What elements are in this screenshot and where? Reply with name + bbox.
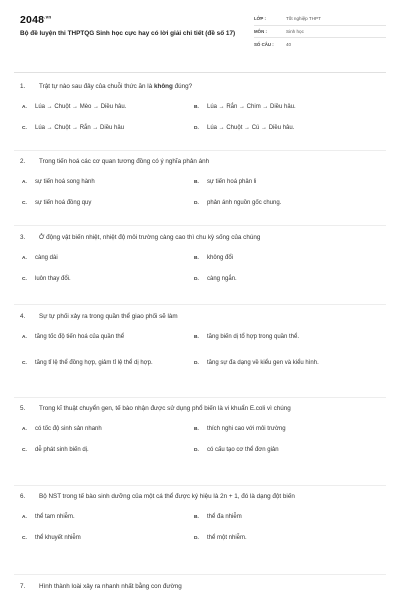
option-a[interactable]: A. có tốc độ sinh sản nhanh [22,426,102,432]
meta-row-count [254,38,386,51]
question-number: 6. [20,493,26,500]
question-1 [20,82,382,139]
question-stem [20,312,382,322]
header-divider [14,72,386,73]
meta-info [254,13,386,51]
question-2 [20,157,382,214]
meta-value: Sinh học [286,28,304,34]
question-text: Trong kĩ thuật chuyển gen, tế bào nhận được sử dụng phổ biến là vi khuẩn E.coli vì chúng [39,405,291,412]
answer-options [20,172,382,214]
question-divider [14,150,386,151]
option-c[interactable]: C. thể khuyết nhiễm [22,535,81,541]
question-text: Ở động vật biến nhiệt, nhiệt độ môi trường càng cao thì chu kỳ sống của chúng [39,234,261,241]
option-b[interactable]: B. tăng biến dị tổ hợp trong quần thể. [194,334,300,340]
meta-label: SỐ CÂU : [254,41,274,47]
question-text: Trật tự nào sau đây của chuỗi thức ăn là không đúng? [39,83,193,90]
question-stem [20,404,382,414]
question-number: 7. [20,583,26,590]
meta-label: MÔN : [254,28,267,34]
question-7 [20,582,382,592]
option-b[interactable]: B. thể đa nhiễm [194,514,242,520]
site-logo[interactable]: $2048^{.vn}$ [20,14,52,26]
answer-options [20,507,382,549]
question-6 [20,492,382,549]
question-number: 5. [20,405,26,412]
question-stem [20,157,382,167]
option-b[interactable]: B. sự tiến hoá phân li [194,179,257,185]
meta-row-class [254,13,386,26]
option-a[interactable]: A. càng dài [22,255,58,261]
option-a[interactable]: A. tăng tốc độ tiến hoá của quần thể [22,334,125,340]
option-d[interactable]: D. Lúa → Chuột → Cú → Diều hâu. [194,125,295,131]
option-a[interactable]: A. sự tiến hoá song hành [22,179,95,185]
meta-row-subject [254,26,386,39]
question-number: 4. [20,313,26,320]
option-d[interactable]: D. phản ánh nguồn gốc chung. [194,200,282,206]
question-stem [20,82,382,92]
option-c[interactable]: C. luôn thay đổi. [22,276,71,282]
answer-options [20,419,382,461]
option-b[interactable]: B. Lúa → Rắn → Chim → Diều hâu. [194,104,296,110]
answer-options [20,327,382,378]
option-c[interactable]: C. Lúa → Chuột → Rắn → Diều hâu [22,125,125,131]
question-text: Sự tự phối xảy ra trong quần thể giao phối sẽ làm [39,313,178,320]
question-stem [20,582,382,592]
question-5 [20,404,382,461]
option-c[interactable]: C. dễ phát sinh biến dị. [22,447,89,453]
meta-label: LỚP : [254,16,266,22]
option-c[interactable]: C. tăng tỉ lệ thể đồng hợp, giảm tỉ lệ thể dị hợp. [22,359,153,366]
option-a[interactable]: A. Lúa → Chuột → Mèo → Diều hâu. [22,104,127,110]
question-divider [14,574,386,575]
option-c[interactable]: C. sự tiến hoá đồng quy [22,200,92,206]
question-stem [20,233,382,243]
question-number: 2. [20,158,26,165]
question-text: Trong tiến hoá các cơ quan tương đồng có ý nghĩa phản ánh [39,158,210,165]
option-d[interactable]: D. càng ngắn. [194,276,237,282]
option-b[interactable]: B. không đổi [194,255,234,261]
question-text: Hình thành loài xảy ra nhanh nhất bằng con đường [39,583,182,590]
option-d[interactable]: D. tăng sự đa dạng về kiểu gen và kiểu hình. [194,359,319,366]
page-header [0,0,400,66]
question-stem [20,492,382,502]
meta-value: 40 [286,41,292,47]
document-title: Bộ đề luyện thi THPTQG Sinh học cực hay có lời giải chi tiết (đề số 17) [20,30,236,37]
answer-options [20,248,382,290]
answer-options [20,97,382,139]
question-3 [20,233,382,290]
question-number: 1. [20,83,26,90]
question-number: 3. [20,234,26,241]
question-divider [14,485,386,486]
option-d[interactable]: D. thể một nhiễm. [194,535,247,541]
question-divider [14,397,386,398]
question-text: Bộ NST trong tế bào sinh dưỡng của một cá thể được ký hiệu là 2n + 1, đó là dạng đột biến [39,493,295,500]
option-b[interactable]: B. thích nghi cao với môi trường [194,426,286,432]
question-4 [20,312,382,378]
option-a[interactable]: A. thể tam nhiễm. [22,514,75,520]
meta-value: Tốt nghiệp THPT [286,16,321,22]
question-divider [14,225,386,226]
option-d[interactable]: D. có cấu tạo cơ thể đơn giản [194,447,279,453]
question-divider [14,304,386,305]
